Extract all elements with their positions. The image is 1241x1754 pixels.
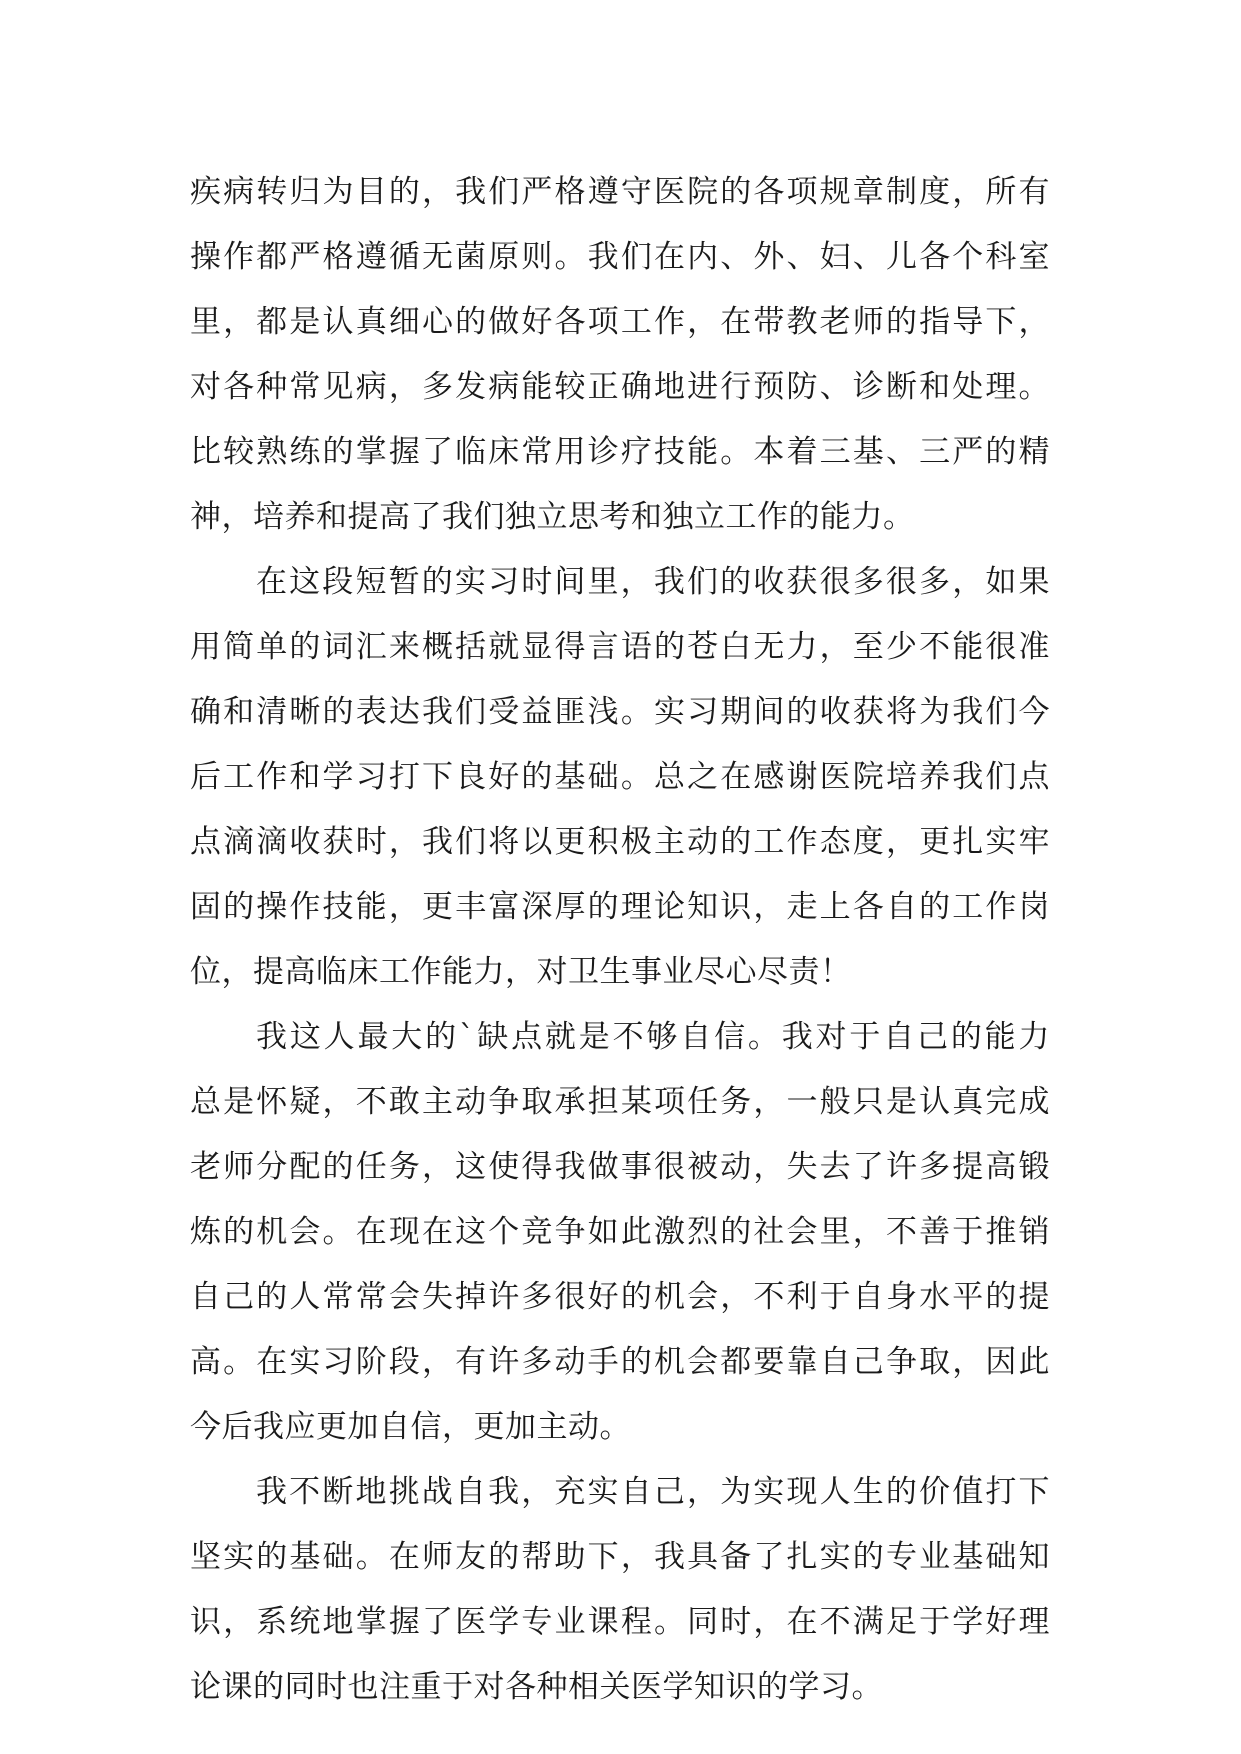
text-line: 用简单的词汇来概括就显得言语的苍白无力，至少不能很准 <box>190 629 1050 665</box>
paragraph <box>190 1460 1050 1720</box>
text-line: 论课的同时也注重于对各种相关医学知识的学习。 <box>190 1669 883 1705</box>
text-line: 确和清晰的表达我们受益匪浅。实习期间的收获将为我们今 <box>190 694 1050 730</box>
text-line: 我不断地挑战自我，充实自己，为实现人生的价值打下 <box>256 1474 1050 1510</box>
text-line: 位，提高临床工作能力，对卫生事业尽心尽责！ <box>190 954 852 990</box>
text-line: 点滴滴收获时，我们将以更积极主动的工作态度，更扎实牢 <box>190 824 1050 860</box>
text-line: 高。在实习阶段，有许多动手的机会都要靠自己争取，因此 <box>190 1344 1050 1380</box>
text-line: 对各种常见病，多发病能较正确地进行预防、诊断和处理。 <box>190 369 1050 405</box>
text-line: 里，都是认真细心的做好各项工作，在带教老师的指导下， <box>190 304 1050 340</box>
text-line: 后工作和学习打下良好的基础。总之在感谢医院培养我们点 <box>190 759 1050 795</box>
text-line: 今后我应更加自信，更加主动。 <box>190 1409 631 1445</box>
text-line: 自己的人常常会失掉许多很好的机会，不利于自身水平的提 <box>190 1279 1050 1315</box>
paragraph <box>190 550 1050 1005</box>
body-text <box>190 160 1050 1720</box>
text-line: 固的操作技能，更丰富深厚的理论知识，走上各自的工作岗 <box>190 889 1050 925</box>
text-line: 操作都严格遵循无菌原则。我们在内、外、妇、儿各个科室 <box>190 239 1050 275</box>
text-line: 我这人最大的`缺点就是不够自信。我对于自己的能力 <box>256 1019 1050 1055</box>
text-line: 在这段短暂的实习时间里，我们的收获很多很多，如果 <box>256 564 1050 600</box>
text-line: 炼的机会。在现在这个竞争如此激烈的社会里，不善于推销 <box>190 1214 1050 1250</box>
text-line: 神，培养和提高了我们独立思考和独立工作的能力。 <box>190 499 915 535</box>
text-line: 比较熟练的掌握了临床常用诊疗技能。本着三基、三严的精 <box>190 434 1050 470</box>
paragraph <box>190 1005 1050 1460</box>
text-line: 识，系统地掌握了医学专业课程。同时，在不满足于学好理 <box>190 1604 1050 1640</box>
paragraph <box>190 160 1050 550</box>
text-line: 总是怀疑，不敢主动争取承担某项任务，一般只是认真完成 <box>190 1084 1050 1120</box>
text-line: 坚实的基础。在师友的帮助下，我具备了扎实的专业基础知 <box>190 1539 1050 1575</box>
text-line: 疾病转归为目的，我们严格遵守医院的各项规章制度，所有 <box>190 174 1050 210</box>
text-line: 老师分配的任务，这使得我做事很被动，失去了许多提高锻 <box>190 1149 1050 1185</box>
